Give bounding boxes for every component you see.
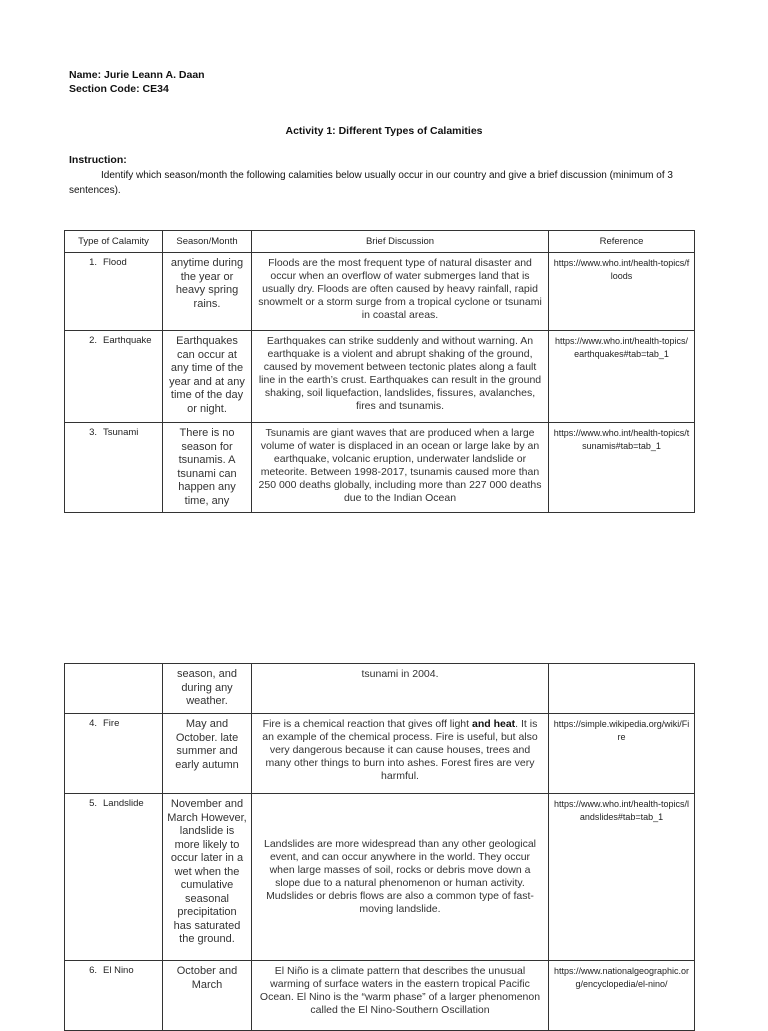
section-label: Section Code: [69, 83, 140, 95]
column-header-brief: Brief Discussion [252, 231, 549, 253]
reference-link[interactable]: https://simple.wikipedia.org/wiki/Fire [549, 714, 695, 794]
brief-discussion-cell: Tsunamis are giant waves that are produced when a large volume of water is displaced in an ocean or large lake by an earthquake, volcanic eruption, underwater landslide or meteorite. Between 1998-2017, tsunamis caused more than 250 000 deaths globally, including more than 227 000 deaths due to the Indian Ocean [252, 423, 549, 513]
reference-link[interactable]: https://www.who.int/health-topics/landslides#tab=tab_1 [549, 794, 695, 961]
calamity-type-cell [65, 961, 163, 1031]
brief-text-start: Fire is a chemical reaction that gives off light [262, 718, 472, 730]
reference-link[interactable]: https://www.nationalgeographic.org/encyclopedia/el-nino/ [549, 961, 695, 1031]
brief-bold-text: and heat [471, 718, 516, 730]
table-header-row [65, 231, 695, 253]
season-cell: Earthquakes can occur at any time of the year and at any time of the day or night. [163, 331, 252, 423]
calamity-type: Flood [103, 257, 127, 268]
calamity-type-cell [65, 714, 163, 794]
season-cell: season, and during any weather. [163, 664, 252, 714]
calamities-table [64, 230, 695, 513]
name-label: Name: [69, 69, 102, 81]
row-number: 1. [89, 257, 97, 268]
reference-link[interactable]: https://www.who.int/health-topics/floods [549, 253, 695, 331]
calamity-type: Earthquake [103, 335, 152, 346]
name-value: Jurie Leann A. Daan [104, 69, 205, 81]
brief-discussion-cell: Landslides are more widespread than any other geological event, and can occur anywhere in the world. They occur when large masses of soil, rocks or debris move down a slope due to a natural phenomenon or human activity. Mudslides or debris flows are also a common type of fast-moving landslide. [252, 794, 549, 961]
instruction-label: Instruction: [69, 154, 127, 166]
student-name-line [69, 69, 205, 81]
row-number: 2. [89, 335, 97, 346]
document-page-2 [0, 620, 768, 1024]
table-row [65, 331, 695, 423]
season-cell: anytime during the year or heavy spring rains. [163, 253, 252, 331]
instruction-text: Identify which season/month the following calamities below usually occur in our country and give a brief discussion (minimum of 3 sentences). [69, 170, 673, 196]
table-row [65, 794, 695, 961]
section-value: CE34 [142, 83, 169, 95]
table-row [65, 423, 695, 513]
table-row [65, 664, 695, 714]
brief-discussion-cell: El Niño is a climate pattern that describes the unusual warming of surface waters in the eastern tropical Pacific Ocean. El Nino is the “warm phase” of a larger phenomenon called the El Nino-Southern Oscillation [252, 961, 549, 1031]
column-header-season: Season/Month [163, 231, 252, 253]
season-cell: May and October. late summer and early autumn [163, 714, 252, 794]
calamity-type-cell [65, 331, 163, 423]
brief-discussion-cell: Floods are the most frequent type of natural disaster and occur when an overflow of water submerges land that is usually dry. Floods are often caused by heavy rainfall, rapid snowmelt or a storm surge from a tropical cyclone or tsunami in coastal areas. [252, 253, 549, 331]
table-row [65, 714, 695, 794]
table-row [65, 253, 695, 331]
calamity-type-cell [65, 423, 163, 513]
brief-discussion-cell: tsunami in 2004. [252, 664, 549, 714]
calamity-type-cell [65, 794, 163, 961]
season-cell: October and March [163, 961, 252, 1031]
calamity-type: Fire [103, 718, 120, 729]
row-number: 5. [89, 798, 97, 809]
column-header-reference: Reference [549, 231, 695, 253]
reference-link[interactable]: https://www.who.int/health-topics/tsunamis#tab=tab_1 [549, 423, 695, 513]
brief-discussion-cell [252, 714, 549, 794]
activity-title: Activity 1: Different Types of Calamities [285, 125, 483, 137]
calamities-table-continued [64, 663, 695, 1031]
calamity-type: El Nino [103, 965, 134, 976]
brief-text-end: . It is an example of the chemical process. Fire is useful, but also very dangerous because it can cause houses, trees and many other things to burn into ashes. Forest fires are very harmful. [262, 718, 538, 782]
brief-discussion-cell: Earthquakes can strike suddenly and without warning. An earthquake is a violent and abrupt shaking of the ground, caused by movement between tectonic plates along a fault line in the earth’s crust. Earthquakes can result in the ground shaking, soil liquefaction, landslides, fissures, avalanches, fires and tsunamis. [252, 331, 549, 423]
season-cell: There is no season for tsunamis. A tsunami can happen any time, any [163, 423, 252, 513]
season-cell: November and March However, landslide is more likely to occur later in a wet when the cumulative seasonal precipitation has saturated the ground. [163, 794, 252, 961]
reference-cell [549, 664, 695, 714]
calamity-type: Landslide [103, 798, 144, 809]
row-number: 3. [89, 427, 97, 438]
table-row [65, 961, 695, 1031]
column-header-type: Type of Calamity [65, 231, 163, 253]
row-number: 6. [89, 965, 97, 976]
calamity-type-cell [65, 664, 163, 714]
calamity-type-cell [65, 253, 163, 331]
reference-link[interactable]: https://www.who.int/health-topics/earthquakes#tab=tab_1 [549, 331, 695, 423]
section-code-line [69, 83, 169, 95]
calamity-type: Tsunami [103, 427, 139, 438]
row-number: 4. [89, 718, 97, 729]
